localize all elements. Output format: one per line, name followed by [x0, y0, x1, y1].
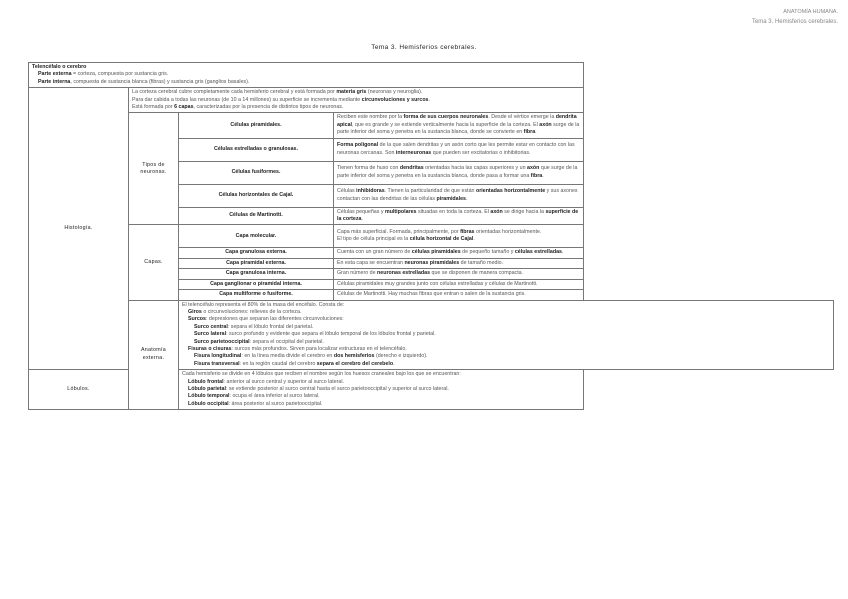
layer-row	[29, 225, 834, 248]
layer-desc: Capa más superficial. Formada, principalmente, por fibras orientadas horizontalmente. El tipo de célula principal es la célula horizontal de Cajal.	[334, 225, 584, 248]
neuron-desc: Reciben este nombre por la forma de sus cuerpos neuronales. Desde el vértice emerge la dendrita apical, que es grande y se extiende verticalmente hacia la superficie de la corteza. El axón surge de la parte inferior del soma y penetra en la sustancia blanca, donde se convierte en fibra.	[334, 113, 584, 138]
intro3-text: Está formada por	[132, 104, 175, 111]
layer-name: Capa granulosa interna.	[179, 269, 334, 279]
neuron-name: Células piramidales.	[179, 113, 334, 138]
neuron-name: Células horizontales de Cajal.	[179, 184, 334, 207]
layer-name: Capa piramidal externa.	[179, 258, 334, 268]
anatomia-intro: El telencéfalo representa el 80% de la masa del encéfalo. Consta de: Giros o circunvoluciones: relieves de la corteza. Surcos: depresiones que separan las diferentes circunvoluciones: Surco central: separa el lóbulo frontal del parietal. Surco lateral: surco profundo y evidente que separa el lóbulo temporal de los lóbulos frontal y parietal. Surco parietooccipital: separa el occipital del parietal. Fisuras o cisuras: surcos más profundos. Sirven para localizar estructuras en el telencéfalo. Fisura longitudinal: en la línea media divide el cerebro en dos hemisferios (derecho e izquierdo). Fisura transversal: en la región caudal del cerebro separa el cerebro del cerebelo.	[179, 300, 834, 370]
intro2-text: Para dar cabida a todas las neuronas (de 10 a 14 millones) su superficie se incrementa mediante	[132, 96, 362, 103]
layer-desc: Células de Martinotti. Hay muchas fibras que entran o salen de la sustancia gris.	[334, 290, 584, 300]
intro3-end: , caracterizadas por la presencia de distintos tipos de neuronas.	[193, 104, 344, 111]
neuron-desc: Células pequeñas y multipolares situadas en toda la corteza. El axón se dirige hacia la superficie de la corteza.	[334, 207, 584, 225]
layer-name: Capa multiforme o fusiforme.	[179, 290, 334, 300]
neuron-name: Células estrelladas o granulosas.	[179, 138, 334, 161]
header-topic: Tema 3. Hemisferios cerebrales.	[751, 19, 838, 25]
intro2-end: .	[428, 96, 430, 103]
layer-name: Capa ganglionar o piramidal interna.	[179, 279, 334, 289]
lobulos-intro: Cada hemisferio se divide en 4 lóbulos que reciben el nombre según los huesos craneales bajo los que se encuentran:	[182, 371, 461, 378]
telencefalo-cell	[29, 63, 584, 88]
layer-desc: Gran número de neuronas estrelladas que se disponen de manera compacta.	[334, 269, 584, 279]
histologia-label: Histología.	[29, 88, 129, 370]
intro1-end: (neuronas y neuroglia).	[366, 89, 423, 96]
telencefalo-row	[29, 63, 834, 88]
parte-externa-text: = corteza, compuesta por sustancia gris.	[71, 71, 169, 78]
neuron-desc: Forma poligonal de la que salen dendritas y un axón corto que les permite estar en contacto con las neuronas cercanas. Son interneuronas que pueden ser excitatorias o inhibitorias.	[334, 138, 584, 161]
lobulos-label: Lóbulos.	[29, 370, 129, 410]
layer-name: Capa molecular.	[179, 225, 334, 248]
neuron-desc: Tienen forma de huso con dendritas orientadas hacia las capas superiores y un axón que surge de la parte inferior del soma y penetra en la sustancia blanca, donde pasa a formar una fibra.	[334, 161, 584, 184]
intro3-bold: 6 capas	[174, 104, 194, 111]
parte-externa-label: Parte externa	[38, 71, 72, 78]
header-course: ANATOMÍA HUMANA.	[783, 9, 838, 15]
parte-interna-text: , compuesta de sustancia blanca (fibras) y sustancia gris (ganglios basales).	[70, 78, 250, 85]
parte-interna-label: Parte interna	[38, 78, 71, 85]
histologia-intro	[129, 88, 584, 113]
capas-label: Capas.	[129, 225, 179, 300]
intro1-bold: materia gris	[336, 89, 367, 96]
neuron-name: Células de Martinotti.	[179, 207, 334, 225]
anatomia-intro-text: El telencéfalo representa el 80% de la masa del encéfalo. Consta de:	[182, 301, 345, 308]
telencefalo-heading: Telencéfalo o cerebro	[32, 64, 87, 70]
page-title: Tema 3. Hemisferios cerebrales.	[371, 44, 477, 51]
layer-desc: Células piramidales muy grandes junto con células estrelladas y células de Martinotti.	[334, 279, 584, 289]
intro1-text: La corteza cerebral cubre completamente cada hemisferio cerebral y está formada por	[132, 89, 337, 96]
neuron-name: Células fusiformes.	[179, 161, 334, 184]
layer-desc: Cuenta con un gran número de células piramidales de pequeño tamaño y células estrelladas.	[334, 248, 584, 258]
summary-table	[28, 62, 834, 410]
intro2-bold: circunvoluciones y surcos	[361, 96, 429, 103]
tipos-label: Tipos de neuronas.	[129, 113, 179, 225]
lobulos-list: Cada hemisferio se divide en 4 lóbulos que reciben el nombre según los huesos craneales bajo los que se encuentran: Lóbulo frontal: anterior al surco central y superior al surco lateral. Lóbulo parietal: se extiende posterior al surco central hasta el surco parietooccipital y superior al surco lateral. Lóbulo temporal: ocupa el área inferior al surco lateral. Lóbulo occipital: área posterior al surco parietooccipital.	[179, 370, 584, 410]
anatomia-label: Anatomía externa.	[129, 300, 179, 410]
neuron-desc: Células inhibidoras. Tienen la particularidad de que están orientadas horizontalmente y sus axones contactan con las dendritas de las células piramidales.	[334, 184, 584, 207]
neuron-row	[29, 113, 834, 138]
layer-name: Capa granulosa externa.	[179, 248, 334, 258]
layer-desc: En esta capa se encuentran neuronas piramidales de tamaño medio.	[334, 258, 584, 268]
